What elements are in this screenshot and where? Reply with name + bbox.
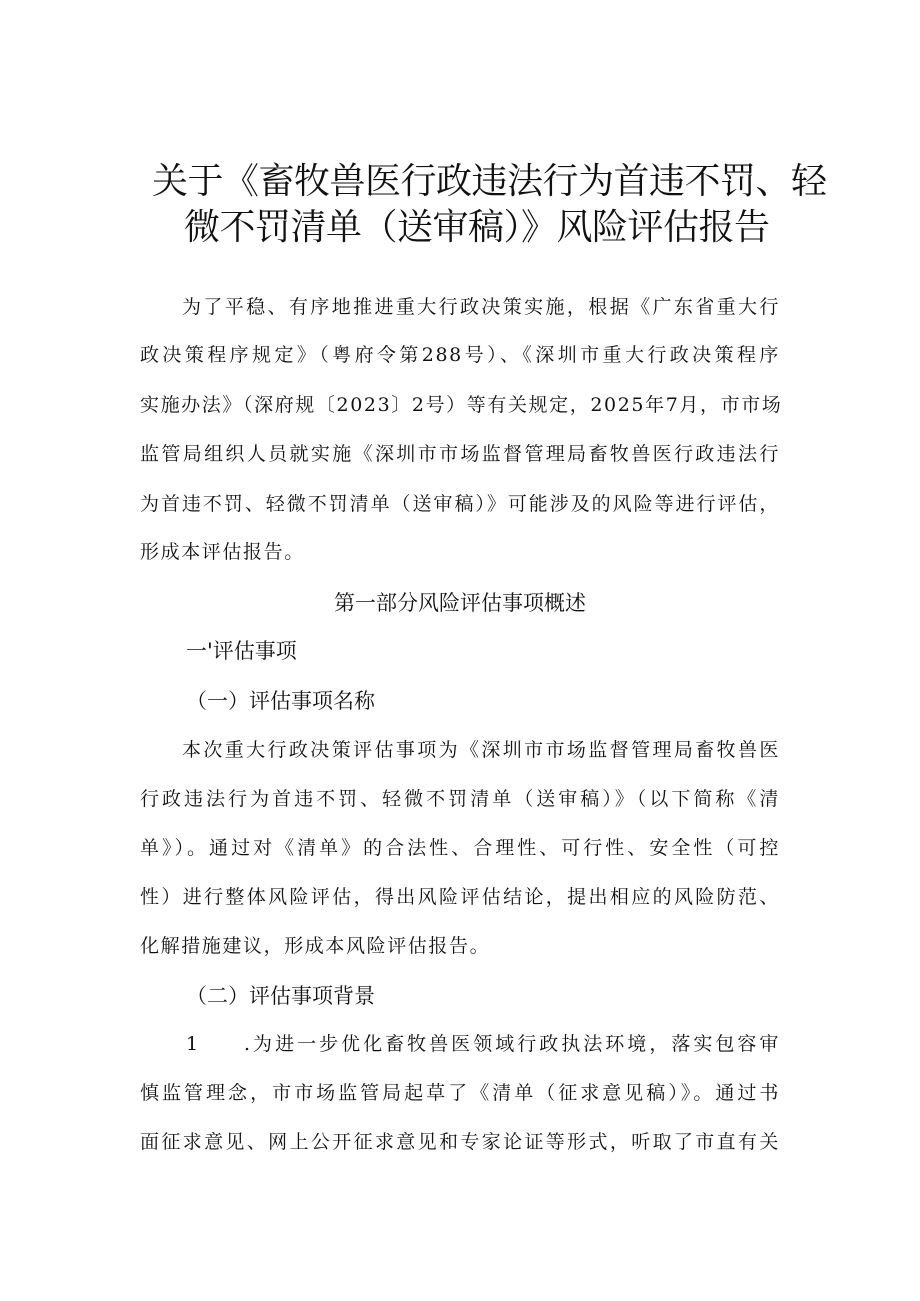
sub2-line-3: 面征求意见、网上公开征求意见和专家论证等形式，听取了市直有关 xyxy=(140,1131,780,1153)
part-heading: 第一部分风险评估事项概述 xyxy=(334,591,586,615)
sub2-line-2: 慎监管理念，市市场监管局起草了《清单（征求意见稿）》。通过书 xyxy=(140,1082,780,1104)
sub1-line-5: 化解措施建议，形成本风险评估报告。 xyxy=(140,935,491,957)
item-number: 1 xyxy=(186,1033,199,1055)
sub2-line-1: .为进一步优化畜牧兽医领域行政执法环境，落实包容审 xyxy=(244,1033,780,1055)
sub1-line-1: 本次重大行政决策评估事项为《深圳市市场监督管理局畜牧兽医 xyxy=(182,739,780,761)
sub1-line-4: 性）进行整体风险评估，得出风险评估结论，提出相应的风险防范、 xyxy=(140,886,780,908)
subsection-2-heading: （二）评估事项背景 xyxy=(186,984,375,1008)
document-title-line-1: 关于《畜牧兽医行政违法行为首违不罚、轻 xyxy=(152,161,827,202)
section-1-heading: 一'评估事项 xyxy=(186,639,297,663)
intro-line-3: 实施办法》（深府规〔2023〕2号）等有关规定，2025年7月，市市场 xyxy=(140,394,783,416)
intro-line-5: 为首违不罚、轻微不罚清单（送审稿）》可能涉及的风险等进行评估， xyxy=(140,493,780,515)
sub1-line-2: 行政违法行为首违不罚、轻微不罚清单（送审稿）》（以下简称《清 xyxy=(140,788,780,810)
sub1-line-3: 单》）。通过对《清单》的合法性、合理性、可行性、安全性（可控 xyxy=(140,837,780,859)
intro-line-2: 政决策程序规定》（粤府令第288号）、《深圳市重大行政决策程序 xyxy=(140,344,780,366)
intro-line-1: 为了平稳、有序地推进重大行政决策实施，根据《广东省重大行 xyxy=(182,296,780,318)
subsection-1-heading: （一）评估事项名称 xyxy=(186,689,375,713)
document-title-line-2: 微不罚清单（送审稿）》风险评估报告 xyxy=(184,207,770,248)
intro-line-6: 形成本评估报告。 xyxy=(140,541,305,563)
intro-line-4: 监管局组织人员就实施《深圳市市场监督管理局畜牧兽医行政违法行 xyxy=(140,443,780,465)
